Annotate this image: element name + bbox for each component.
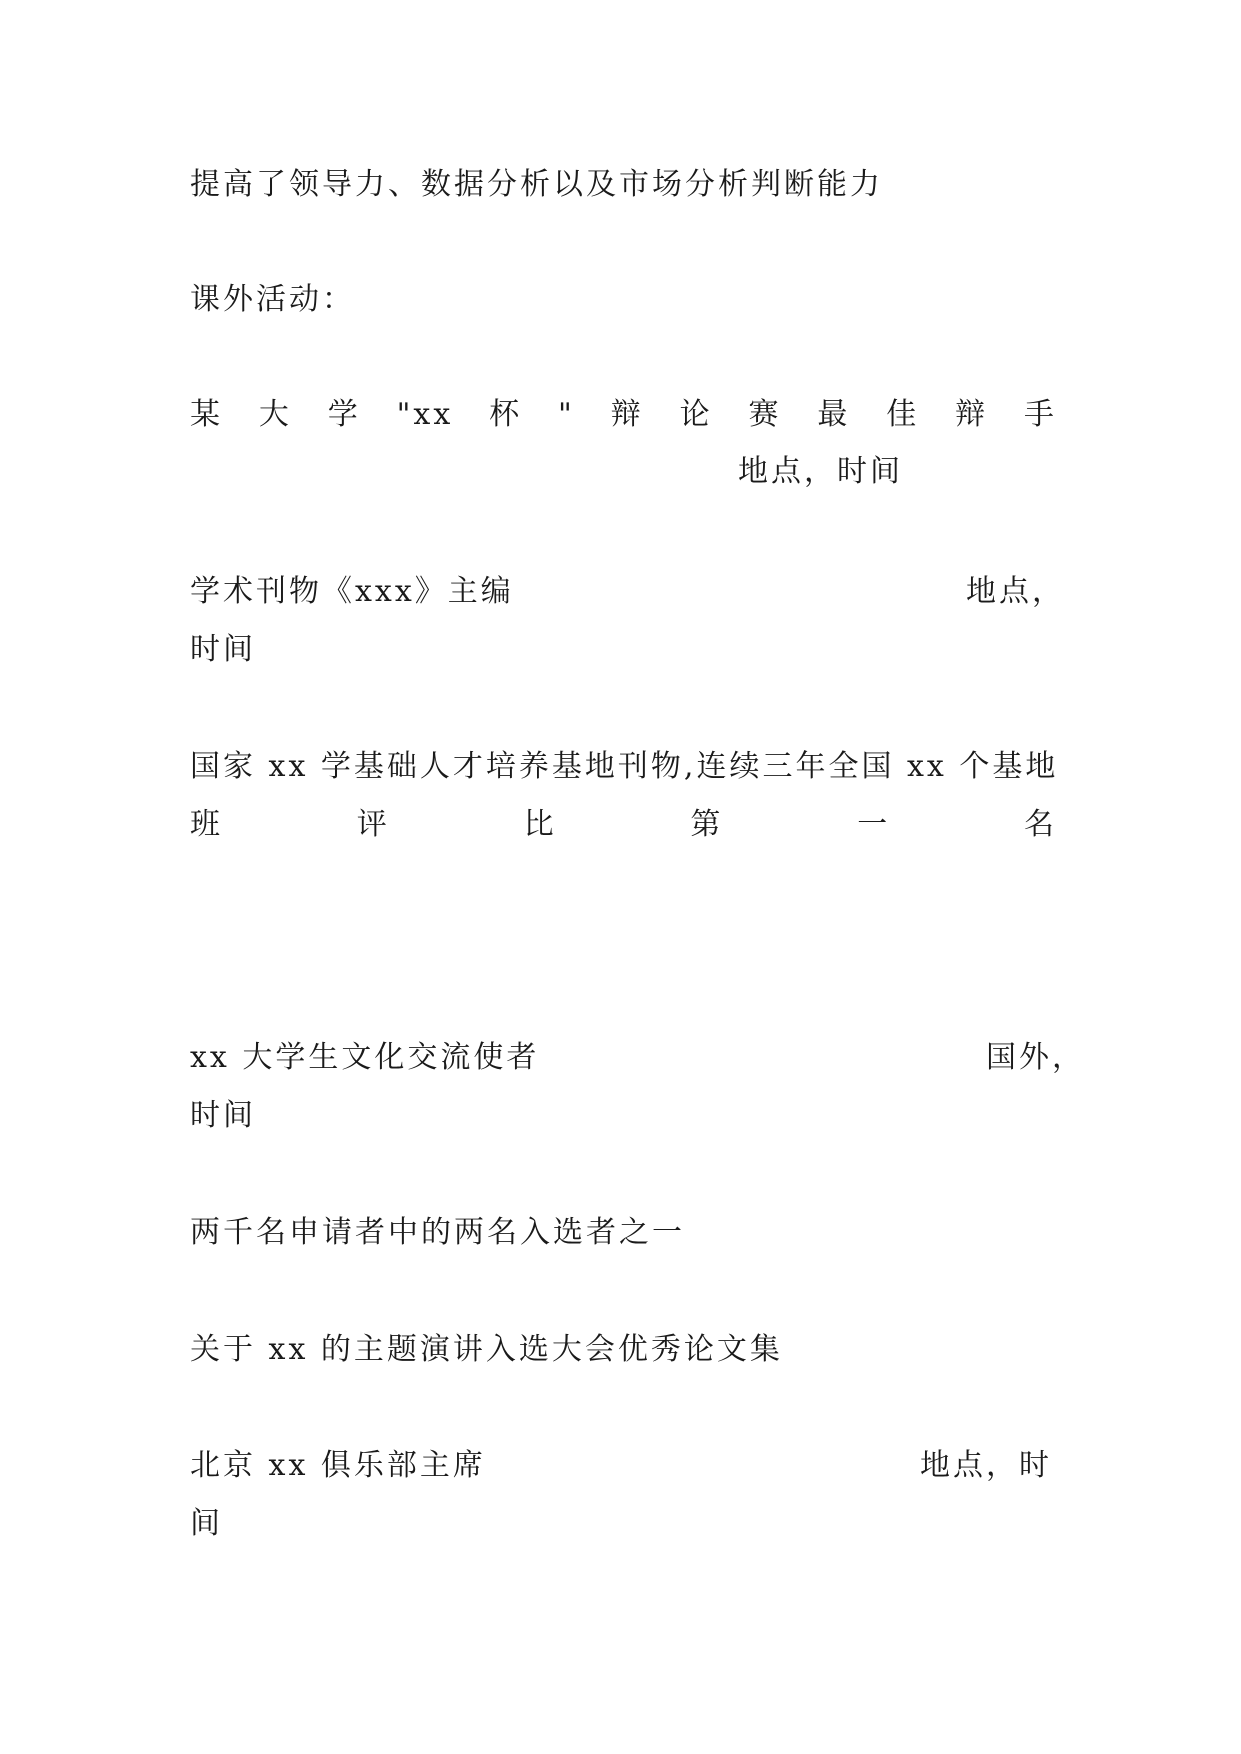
base-char: 评 — [356, 807, 390, 842]
debate-meta: 地点，时间 — [738, 454, 903, 489]
base-line: 国家 xx 学基础人才培养基地刊物,连续三年全国 xx 个基地 — [190, 749, 1059, 784]
selected-line: 两千名申请者中的两名入选者之一 — [190, 1215, 685, 1250]
base-char: 第 — [690, 807, 724, 842]
base-char: 名 — [1023, 807, 1057, 842]
base-char: 一 — [857, 807, 891, 842]
club-title: 北京 xx 俱乐部主席 — [190, 1448, 486, 1483]
ambassador-title: xx 大学生文化交流使者 — [190, 1040, 540, 1075]
club-meta-continued: 间 — [190, 1506, 223, 1541]
debate-char: 赛 — [748, 397, 782, 432]
debate-char: 大 — [258, 397, 292, 432]
debate-char: 杯 — [489, 397, 523, 432]
speech-line: 关于 xx 的主题演讲入选大会优秀论文集 — [190, 1332, 783, 1367]
debate-char: 辩 — [955, 397, 989, 432]
journal-meta: 地点， — [966, 574, 1065, 609]
debate-award-line — [190, 395, 1057, 435]
debate-char: 某 — [190, 397, 223, 432]
base-char: 比 — [523, 807, 557, 842]
ambassador-meta-continued: 时间 — [190, 1098, 256, 1133]
debate-char: 手 — [1023, 397, 1057, 432]
debate-char: 最 — [817, 397, 851, 432]
debate-char: 学 — [327, 397, 361, 432]
section-heading: 课外活动： — [190, 282, 355, 317]
debate-char: 佳 — [886, 397, 920, 432]
debate-char: 论 — [679, 397, 713, 432]
ambassador-meta: 国外， — [986, 1040, 1085, 1075]
club-meta: 地点，时 — [920, 1448, 1052, 1483]
journal-title: 学术刊物《xxx》主编 — [190, 574, 514, 609]
base-char: 班 — [190, 807, 223, 842]
debate-char: " — [558, 397, 575, 432]
debate-char: 辩 — [610, 397, 644, 432]
paragraph-line: 提高了领导力、数据分析以及市场分析判断能力 — [190, 167, 883, 202]
journal-meta-continued: 时间 — [190, 632, 256, 667]
base-line-justified — [190, 805, 1057, 845]
debate-char: "xx — [396, 397, 454, 432]
